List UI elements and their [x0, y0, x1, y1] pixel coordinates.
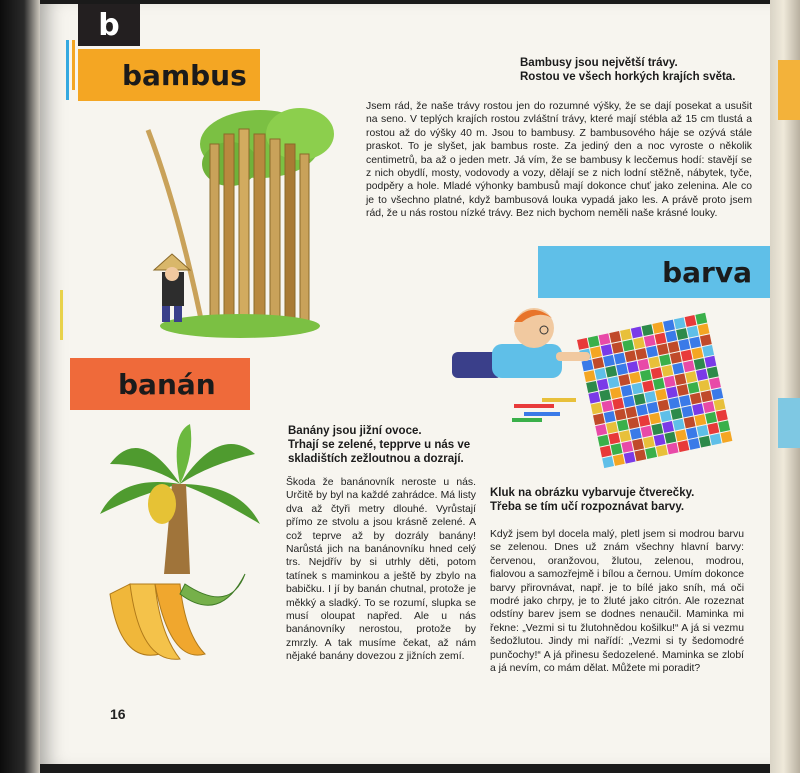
color-square	[647, 402, 659, 414]
color-square	[616, 363, 628, 375]
headword-banan: banán	[70, 358, 250, 410]
color-square	[655, 389, 667, 401]
color-square	[696, 369, 708, 381]
lead-bambus-line-1: Bambusy jsou největší trávy.	[520, 57, 678, 69]
color-square	[690, 393, 702, 405]
color-square	[649, 413, 661, 425]
color-square	[614, 353, 626, 365]
color-square	[707, 423, 719, 435]
color-square	[689, 337, 701, 349]
color-square	[658, 400, 670, 412]
color-square	[635, 348, 647, 360]
color-square	[664, 432, 676, 444]
color-square	[645, 391, 657, 403]
color-square	[600, 446, 612, 458]
color-square	[628, 417, 640, 429]
color-square	[599, 333, 611, 345]
section-letter-badge: b	[78, 4, 140, 46]
color-square	[631, 326, 643, 338]
color-square	[676, 328, 688, 340]
color-square	[618, 374, 630, 386]
color-square	[691, 347, 703, 359]
color-square	[625, 350, 637, 362]
bamboo-leaves	[200, 108, 334, 186]
color-square	[681, 350, 693, 362]
color-square	[608, 376, 620, 388]
next-page-blue-edge	[778, 398, 800, 448]
color-square	[593, 413, 605, 425]
color-square	[671, 408, 683, 420]
grass	[160, 314, 320, 338]
color-square	[663, 320, 675, 332]
color-square	[636, 404, 648, 416]
color-square	[718, 420, 730, 432]
crayons	[512, 398, 576, 422]
color-square	[608, 432, 620, 444]
color-square	[675, 430, 687, 442]
color-square	[685, 371, 697, 383]
bamboo-grove-illustration	[140, 104, 340, 340]
color-square	[642, 324, 654, 336]
color-square	[673, 419, 685, 431]
color-square	[651, 423, 663, 435]
body-barva: Když jsem byl docela malý, pletl jsem si modrou barvu se zelenou. Dnes už znám všechny hlavní barvy: červenou, oranžovou, žlutou, zelenou, modrou, fialovou a samozřejmě i bílou a černou. Umím dokonce barvy přirovnávat, např. je to bílé jako sníh, má oči modré jako chrpy, je to žluté jako citrón. Ale rozeznat odstíny barev jsem se dodnes nenaučil. Maminka mi řekne: „Vezmi si tu žlutohnědou košilku!“ A já si vezmu šedožlutou. Jindy mi nařídí: „Vezmi si ty šedomodré punčochy!“ A já přinesu šedozelené. Maminka se zlobí a já nevím, co mám dělat. Můžete mi poradit?	[490, 529, 744, 675]
color-square	[602, 456, 614, 468]
color-square	[685, 315, 697, 327]
color-square	[653, 378, 665, 390]
color-square	[662, 421, 674, 433]
lead-bambus-line-2: Rostou ve všech horkých krajích světa.	[520, 71, 736, 83]
color-square	[684, 416, 696, 428]
color-square	[615, 409, 627, 421]
color-square	[701, 390, 713, 402]
book-binding	[0, 0, 40, 773]
color-square	[668, 397, 680, 409]
color-square	[595, 424, 607, 436]
color-square	[652, 322, 664, 334]
banana-bunch	[110, 574, 245, 659]
color-square	[595, 368, 607, 380]
color-square	[623, 396, 635, 408]
color-square	[672, 363, 684, 375]
color-square	[588, 392, 600, 404]
color-square	[697, 425, 709, 437]
body-banan: Škoda že banánovník neroste u nás. Určitě by byl na každé zahrádce. Má listy dva až čtyři metry dlouhé. Vyrůstají přímo ze stvolu a jsou krásně zelené. A což teprve až by dozrály banány! Narůstá jich na banánovníku hned celý trs. Nejdřív by si utrhly děti, potom tatínek s maminkou a ještě by zbylo na babičku. I jí by banán chutnal, protože je měkký a sladký. To se rozumí, slupka se musí oloupat napřed. Ale u nás banánovníky nerostou, protože by zmrzly. A tak musíme čekat, až nám nějaké banány dovezou z jižních zemí.	[286, 477, 476, 663]
color-square	[688, 438, 700, 450]
color-square	[603, 355, 615, 367]
color-square	[668, 341, 680, 353]
color-square	[592, 357, 604, 369]
color-square	[657, 343, 669, 355]
color-square	[619, 430, 631, 442]
color-square	[677, 384, 689, 396]
color-square	[707, 367, 719, 379]
color-square	[698, 324, 710, 336]
boy-coloring-squares-illustration	[452, 300, 752, 480]
color-square	[698, 380, 710, 392]
color-square	[621, 385, 633, 397]
color-square	[609, 331, 621, 343]
color-square	[648, 356, 660, 368]
color-square	[590, 346, 602, 358]
color-square	[705, 356, 717, 368]
color-square	[606, 422, 618, 434]
color-square	[640, 370, 652, 382]
color-square	[643, 436, 655, 448]
headword-bambus: bambus	[78, 49, 260, 101]
color-square	[681, 406, 693, 418]
color-square	[613, 454, 625, 466]
color-square	[641, 426, 653, 438]
colored-squares-grid	[577, 313, 732, 468]
color-square	[695, 313, 707, 325]
color-square	[612, 342, 624, 354]
color-square	[591, 402, 603, 414]
color-square	[687, 326, 699, 338]
man-in-hat	[154, 254, 190, 322]
color-square	[622, 340, 634, 352]
binding-blue-mark	[66, 40, 69, 100]
color-square	[661, 365, 673, 377]
color-square	[624, 452, 636, 464]
color-square	[610, 387, 622, 399]
lead-banan-line-2: Trhají se zelené, tepprve u nás ve skladištích zežloutnou a dozrají.	[288, 439, 471, 465]
body-bambus: Jsem rád, že naše trávy rostou jen do rozumné výšky, že se dají posekat a usušit na seno. V teplých krajích rostou zvláštní trávy, které mají stébla až 15 cm tlustá a rostou až do výšky 40 m. Jsou to bambusy. Z bambusového háje se ozývá stále praskot. To je slyšet, jak bambus roste. Za jediný den a noc vyroste o několik centimetrů, ba až o jeden metr. Já vím, že se bambusy k lecčemus hodí: stavějí se z nich obydlí, mosty, vodovody a vozy, dělají se z nich lodní stěžně, nábytek, tyče, podpěry a hole. Mladé výhonky bambusů mají dokonce chuť jako zelenina. Ale co je to všechno platné, když bambusová louka vypadá jako les. A právě proto jsem rád, že u nás rostou nízké trávy. Bez nich bychom neměli naše krásné louky.	[366, 101, 752, 220]
color-square	[678, 339, 690, 351]
color-square	[611, 443, 623, 455]
color-square	[617, 419, 629, 431]
color-square	[632, 439, 644, 451]
color-square	[631, 383, 643, 395]
banana-tree-illustration	[100, 424, 260, 670]
next-page-orange-edge	[778, 60, 800, 120]
color-square	[677, 440, 689, 452]
color-square	[699, 436, 711, 448]
color-square	[664, 376, 676, 388]
color-square	[694, 358, 706, 370]
banana-bunch-small	[148, 484, 176, 524]
headword-barva: barva	[538, 246, 770, 298]
color-square	[638, 359, 650, 371]
color-square	[644, 335, 656, 347]
page-number: 16	[110, 706, 126, 722]
color-square	[670, 352, 682, 364]
lead-barva-line-1: Kluk na obrázku vybarvuje čtverečky.	[490, 487, 695, 499]
color-square	[686, 427, 698, 439]
color-square	[625, 406, 637, 418]
color-square	[633, 337, 645, 349]
color-square	[688, 382, 700, 394]
color-square	[612, 398, 624, 410]
color-square	[660, 410, 672, 422]
color-square	[705, 412, 717, 424]
color-square	[597, 379, 609, 391]
color-square	[634, 393, 646, 405]
color-square	[642, 380, 654, 392]
color-square	[709, 377, 721, 389]
color-square	[654, 434, 666, 446]
color-square	[667, 443, 679, 455]
color-square	[634, 449, 646, 461]
color-square	[605, 366, 617, 378]
color-square	[651, 367, 663, 379]
color-square	[627, 361, 639, 373]
color-square	[645, 447, 657, 459]
color-square	[702, 345, 714, 357]
boy-lying	[452, 308, 590, 378]
color-square	[599, 389, 611, 401]
color-square	[683, 360, 695, 372]
color-square	[675, 373, 687, 385]
color-square	[586, 381, 598, 393]
color-square	[700, 334, 712, 346]
color-square	[604, 411, 616, 423]
color-square	[665, 330, 677, 342]
lead-barva-line-2: Třeba se tím učí rozpoznávat barvy.	[490, 501, 685, 513]
color-square	[703, 401, 715, 413]
color-square	[638, 415, 650, 427]
color-square	[588, 336, 600, 348]
color-square	[598, 435, 610, 447]
color-square	[716, 410, 728, 422]
color-square	[620, 329, 632, 341]
color-square	[582, 359, 594, 371]
color-square	[621, 441, 633, 453]
color-square	[646, 346, 658, 358]
color-square	[655, 333, 667, 345]
color-square	[694, 414, 706, 426]
color-square	[630, 428, 642, 440]
color-square	[601, 344, 613, 356]
color-square	[629, 372, 641, 384]
lead-banan-line-1: Banány jsou jižní ovoce.	[288, 425, 422, 437]
color-square	[656, 445, 668, 457]
color-square	[679, 395, 691, 407]
color-square	[692, 403, 704, 415]
color-square	[711, 388, 723, 400]
color-square	[710, 433, 722, 445]
lead-barva	[490, 486, 740, 514]
color-square	[714, 399, 726, 411]
binding-orange-mark	[72, 40, 75, 90]
color-square	[601, 400, 613, 412]
lead-bambus	[520, 56, 760, 84]
color-square	[659, 354, 671, 366]
color-square	[577, 338, 589, 350]
color-square	[584, 370, 596, 382]
color-square	[721, 431, 733, 443]
color-square	[666, 386, 678, 398]
binding-yellow-mark	[60, 290, 63, 340]
color-square	[674, 317, 686, 329]
bamboo-stalks	[210, 129, 309, 324]
